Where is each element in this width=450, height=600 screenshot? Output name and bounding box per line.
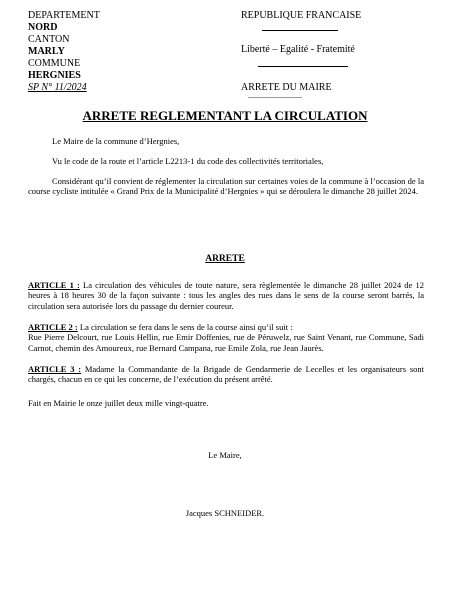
article-1 bbox=[28, 280, 424, 311]
article-2 bbox=[28, 322, 424, 353]
header-commune: COMMUNE bbox=[28, 58, 81, 69]
article-3 bbox=[28, 364, 424, 385]
header-motto: Liberté – Egalité - Fratemité bbox=[241, 44, 355, 55]
header-departement: DEPARTEMENT bbox=[28, 10, 100, 21]
preamble-line-3: Considérant qu’il convient de réglementer la circulation sur certaines voies de la commune à l’occasion de la course cycliste intitulée « Grand Prix de la Municipalité d’Hergnies » qui se déroulera le dimanche 28 juillet 2024. bbox=[28, 176, 424, 197]
article-2-streets: Rue Pierre Delcourt, rue Louis Hellin, rue Emir Doffenies, rue de Péruwelz, rue Saint Venant, rue Commune, Sadi Carnot, chemin des Amoureux, rue Bernard Campana, rue Emile Zola, rue Jean Jaurès. bbox=[28, 332, 424, 353]
preamble-line-1: Le Maire de la commune d’Hergnies, bbox=[52, 136, 180, 146]
document-title: ARRETE REGLEMENTANT LA CIRCULATION bbox=[82, 108, 368, 123]
preamble-considerant bbox=[28, 176, 424, 197]
closing-text: Fait en Mairie le onze juillet deux mille vingt-quatre. bbox=[28, 398, 209, 408]
header-canton: CANTON bbox=[28, 34, 70, 45]
article-1-text: La circulation des véhicules de toute nature, sera règlementée le dimanche 28 juillet 2024 de 12 heures à 18 heures 30 de la façon suivante : tous les angles des rues dans le sens de la course seront barrés, la circulation sera autorisée lors du passage du dernier coureur. bbox=[28, 280, 424, 311]
header-nord: NORD bbox=[28, 22, 58, 33]
header-arrete-du-maire: ARRETE DU MAIRE bbox=[241, 82, 332, 93]
header-hergnies: HERGNIES bbox=[28, 70, 81, 81]
article-3-text: Madame la Commandante de la Brigade de Gendarmerie de Lecelles et les organisateurs sont chargés, chacun en ce qui les concerne, de l’exécution du présent arrêté. bbox=[28, 364, 424, 385]
header-rule-2 bbox=[258, 66, 348, 67]
header-rule-3 bbox=[248, 97, 302, 98]
reference-number: SP N° 11/2024 bbox=[28, 82, 87, 93]
signature-name: Jacques SCHNEIDER. bbox=[185, 508, 265, 518]
header-republique: REPUBLIQUE FRANCAISE bbox=[241, 10, 362, 21]
article-1-label: ARTICLE 1 : bbox=[28, 280, 80, 290]
decree-heading: ARRETE bbox=[205, 254, 245, 264]
signature-role: Le Maire, bbox=[208, 450, 242, 460]
preamble-maire bbox=[52, 136, 424, 146]
closing-statement bbox=[28, 398, 424, 408]
article-2-text: La circulation se fera dans le sens de la course ainsi qu’il suit : bbox=[77, 322, 293, 332]
preamble-line-2: Vu le code de la route et l’article L2213-1 du code des collectivités territoriales, bbox=[52, 156, 324, 166]
preamble-vu bbox=[52, 156, 424, 166]
header-marly: MARLY bbox=[28, 46, 65, 57]
article-2-label: ARTICLE 2 : bbox=[28, 322, 78, 332]
header-rule-1 bbox=[262, 30, 338, 31]
article-3-label: ARTICLE 3 : bbox=[28, 364, 82, 374]
